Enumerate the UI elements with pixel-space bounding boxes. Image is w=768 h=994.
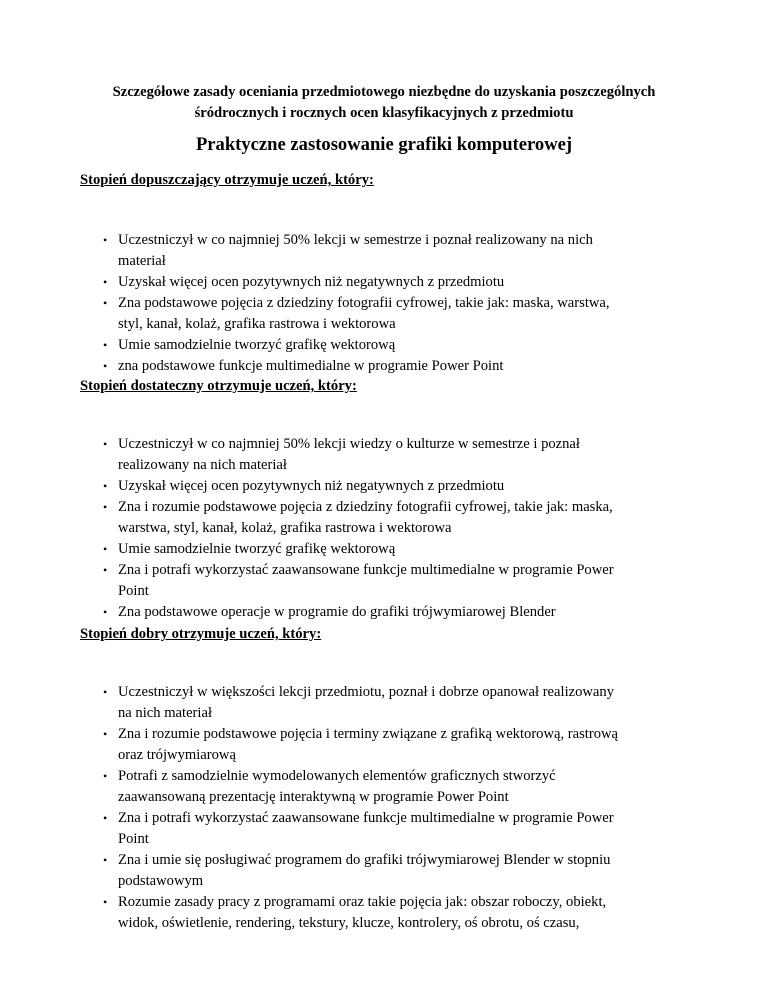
list-item-line: oraz trójwymiarową [118, 747, 236, 763]
bullet-icon: • [103, 542, 108, 556]
list-item-line: Zna podstawowe operacje w programie do grafiki trójwymiarowej Blender [118, 604, 556, 620]
bullet-icon: • [103, 296, 108, 310]
section-heading-dostateczny: Stopień dostateczny otrzymuje uczeń, który: [80, 378, 357, 394]
list-item-line: warstwa, styl, kanał, kolaż, grafika rastrowa i wektorowa [118, 520, 452, 536]
document-header [60, 82, 708, 124]
list-item [80, 560, 680, 602]
list-item-line: Zna i rozumie podstawowe pojęcia z dziedziny fotografii cyfrowej, takie jak: maska, [118, 499, 613, 515]
list-item-line: Uczestniczył w większości lekcji przedmiotu, poznał i dobrze opanował realizowany [118, 684, 615, 700]
list-item-line: Zna i umie się posługiwać programem do grafiki trójwymiarowej Blender w stopniu [118, 852, 611, 868]
list-item [80, 335, 680, 356]
list-item-line: realizowany na nich materiał [118, 457, 287, 473]
list-item-line: Umie samodzielnie tworzyć grafikę wektorową [118, 541, 396, 557]
header-line-1: Szczegółowe zasady oceniania przedmiotowego niezbędne do uzyskania poszczególnych [112, 84, 656, 100]
list-item-line: zna podstawowe funkcje multimedialne w programie Power Point [118, 358, 504, 374]
page-title: Praktyczne zastosowanie grafiki komputerowej [195, 134, 573, 155]
list-item [80, 497, 680, 539]
list-item-line: widok, oświetlenie, rendering, tekstury, klucze, kontrolery, oś obrotu, oś czasu, [118, 915, 580, 931]
bullet-icon: • [103, 437, 108, 451]
section-list-dobry [80, 682, 680, 934]
list-item [80, 602, 680, 623]
list-item [80, 230, 680, 272]
list-item-line: Zna podstawowe pojęcia z dziedziny fotografii cyfrowej, takie jak: maska, warstwa, [118, 295, 610, 311]
bullet-icon: • [103, 338, 108, 352]
list-item-line: Potrafi z samodzielnie wymodelowanych elementów graficznych stworzyć [118, 768, 556, 784]
list-item [80, 850, 680, 892]
bullet-icon: • [103, 769, 108, 783]
header-line-2: śródrocznych i rocznych ocen klasyfikacyjnych z przedmiotu [194, 105, 574, 121]
list-item-line: Point [118, 831, 149, 847]
bullet-icon: • [103, 727, 108, 741]
list-item-line: zaawansowaną prezentację interaktywną w programie Power Point [118, 789, 509, 805]
list-item-line: Zna i rozumie podstawowe pojęcia i terminy związane z grafiką wektorową, rastrową [118, 726, 619, 742]
list-item-line: Rozumie zasady pracy z programami oraz takie pojęcia jak: obszar roboczy, obiekt, [118, 894, 607, 910]
bullet-icon: • [103, 811, 108, 825]
list-item-line: podstawowym [118, 873, 204, 889]
section-list-dostateczny [80, 434, 680, 623]
list-item-line: styl, kanał, kolaż, grafika rastrowa i wektorowa [118, 316, 396, 332]
list-item [80, 434, 680, 476]
list-item-line: Umie samodzielnie tworzyć grafikę wektorową [118, 337, 396, 353]
bullet-icon: • [103, 563, 108, 577]
section-heading-dopuszczajacy: Stopień dopuszczający otrzymuje uczeń, który: [80, 172, 374, 188]
list-item-line: na nich materiał [118, 705, 213, 721]
list-item [80, 356, 680, 377]
bullet-icon: • [103, 479, 108, 493]
list-item-line: Uczestniczył w co najmniej 50% lekcji w semestrze i poznał realizowany na nich [118, 232, 593, 248]
bullet-icon: • [103, 275, 108, 289]
list-item [80, 682, 680, 724]
list-item-line: Zna i potrafi wykorzystać zaawansowane funkcje multimedialne w programie Power [118, 562, 614, 578]
list-item [80, 766, 680, 808]
bullet-icon: • [103, 359, 108, 373]
bullet-icon: • [103, 853, 108, 867]
list-item [80, 892, 680, 934]
list-item [80, 724, 680, 766]
list-item-line: Point [118, 583, 149, 599]
bullet-icon: • [103, 685, 108, 699]
bullet-icon: • [103, 233, 108, 247]
bullet-icon: • [103, 605, 108, 619]
list-item [80, 539, 680, 560]
list-item-line: Uczestniczył w co najmniej 50% lekcji wiedzy o kulturze w semestrze i poznał [118, 436, 580, 452]
bullet-icon: • [103, 500, 108, 514]
section-heading-dobry: Stopień dobry otrzymuje uczeń, który: [80, 626, 322, 642]
list-item-line: Uzyskał więcej ocen pozytywnych niż negatywnych z przedmiotu [118, 478, 505, 494]
list-item-line: Zna i potrafi wykorzystać zaawansowane funkcje multimedialne w programie Power [118, 810, 614, 826]
list-item [80, 808, 680, 850]
list-item [80, 293, 680, 335]
list-item-line: Uzyskał więcej ocen pozytywnych niż negatywnych z przedmiotu [118, 274, 505, 290]
section-list-dopuszczajacy [80, 230, 680, 377]
bullet-icon: • [103, 895, 108, 909]
list-item-line: materiał [118, 253, 166, 269]
list-item [80, 272, 680, 293]
list-item [80, 476, 680, 497]
